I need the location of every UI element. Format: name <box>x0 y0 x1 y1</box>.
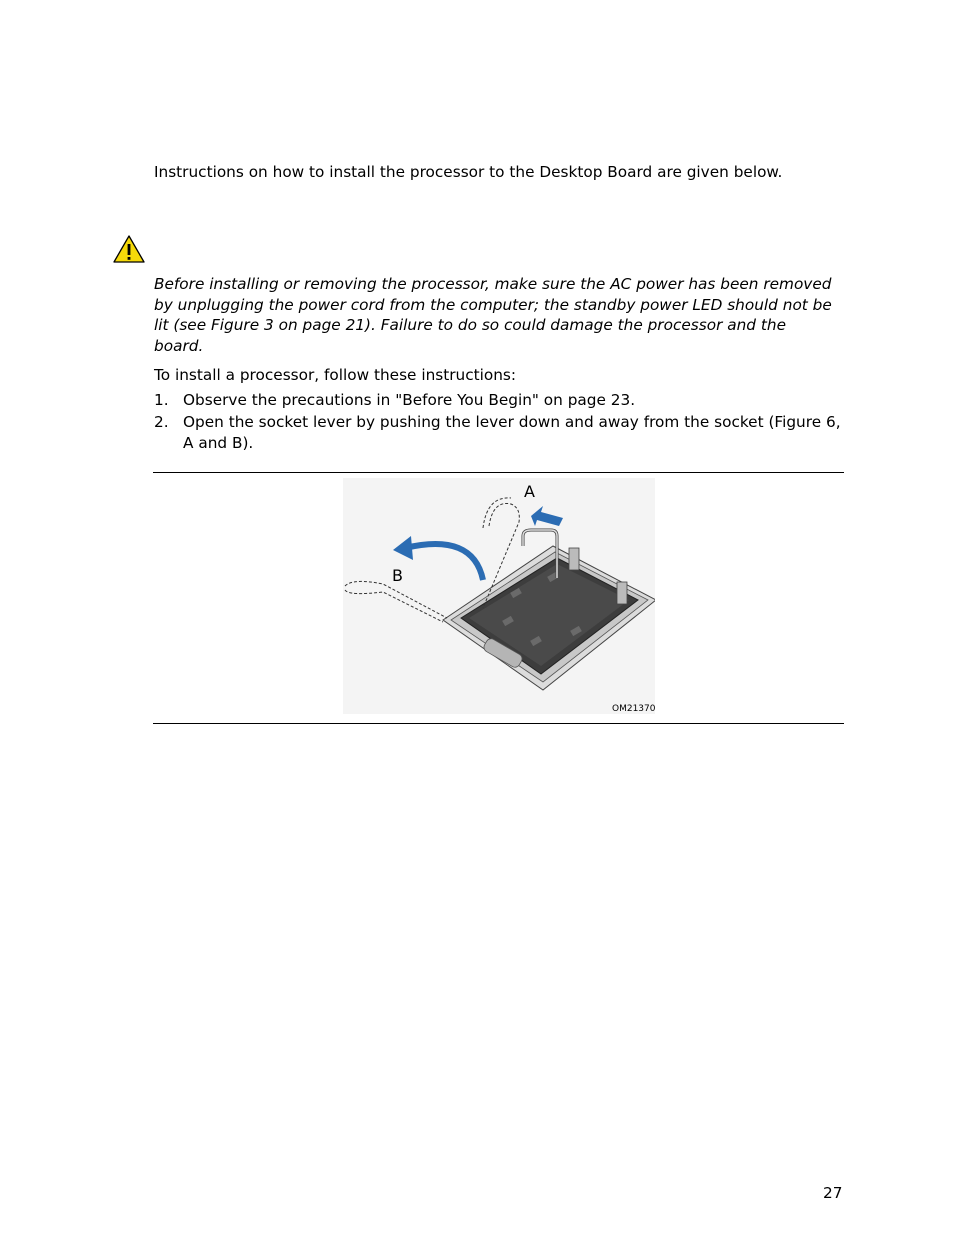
label-a: A <box>524 482 535 501</box>
step-text: Open the socket lever by pushing the lever down and away from the socket (Figure 6, A and B). <box>183 413 841 452</box>
step-number: 1. <box>154 391 169 409</box>
processor-socket-figure <box>343 478 655 714</box>
figure-bottom-rule <box>153 723 844 724</box>
figure-top-rule <box>153 472 844 473</box>
steps-list <box>154 390 844 455</box>
label-b: B <box>392 566 403 585</box>
instructions-lead: To install a processor, follow these instructions: <box>154 366 517 384</box>
warning-icon <box>112 234 146 264</box>
page-number: 27 <box>823 1184 843 1202</box>
intro-paragraph: Instructions on how to install the processor to the Desktop Board are given below. <box>154 163 783 181</box>
step-1 <box>154 390 844 411</box>
step-text: Observe the precautions in "Before You Begin" on page 23. <box>183 391 636 409</box>
step-2 <box>154 412 844 454</box>
caution-text: Before installing or removing the processor, make sure the AC power has been removed by unplugging the power cord from the computer; the standby power LED should not be lit (see Figure 3 on page 21). Failure to do so could damage the processor and the board. <box>154 275 832 355</box>
step-number: 2. <box>154 413 169 431</box>
figure-code: OM21370 <box>612 704 655 714</box>
